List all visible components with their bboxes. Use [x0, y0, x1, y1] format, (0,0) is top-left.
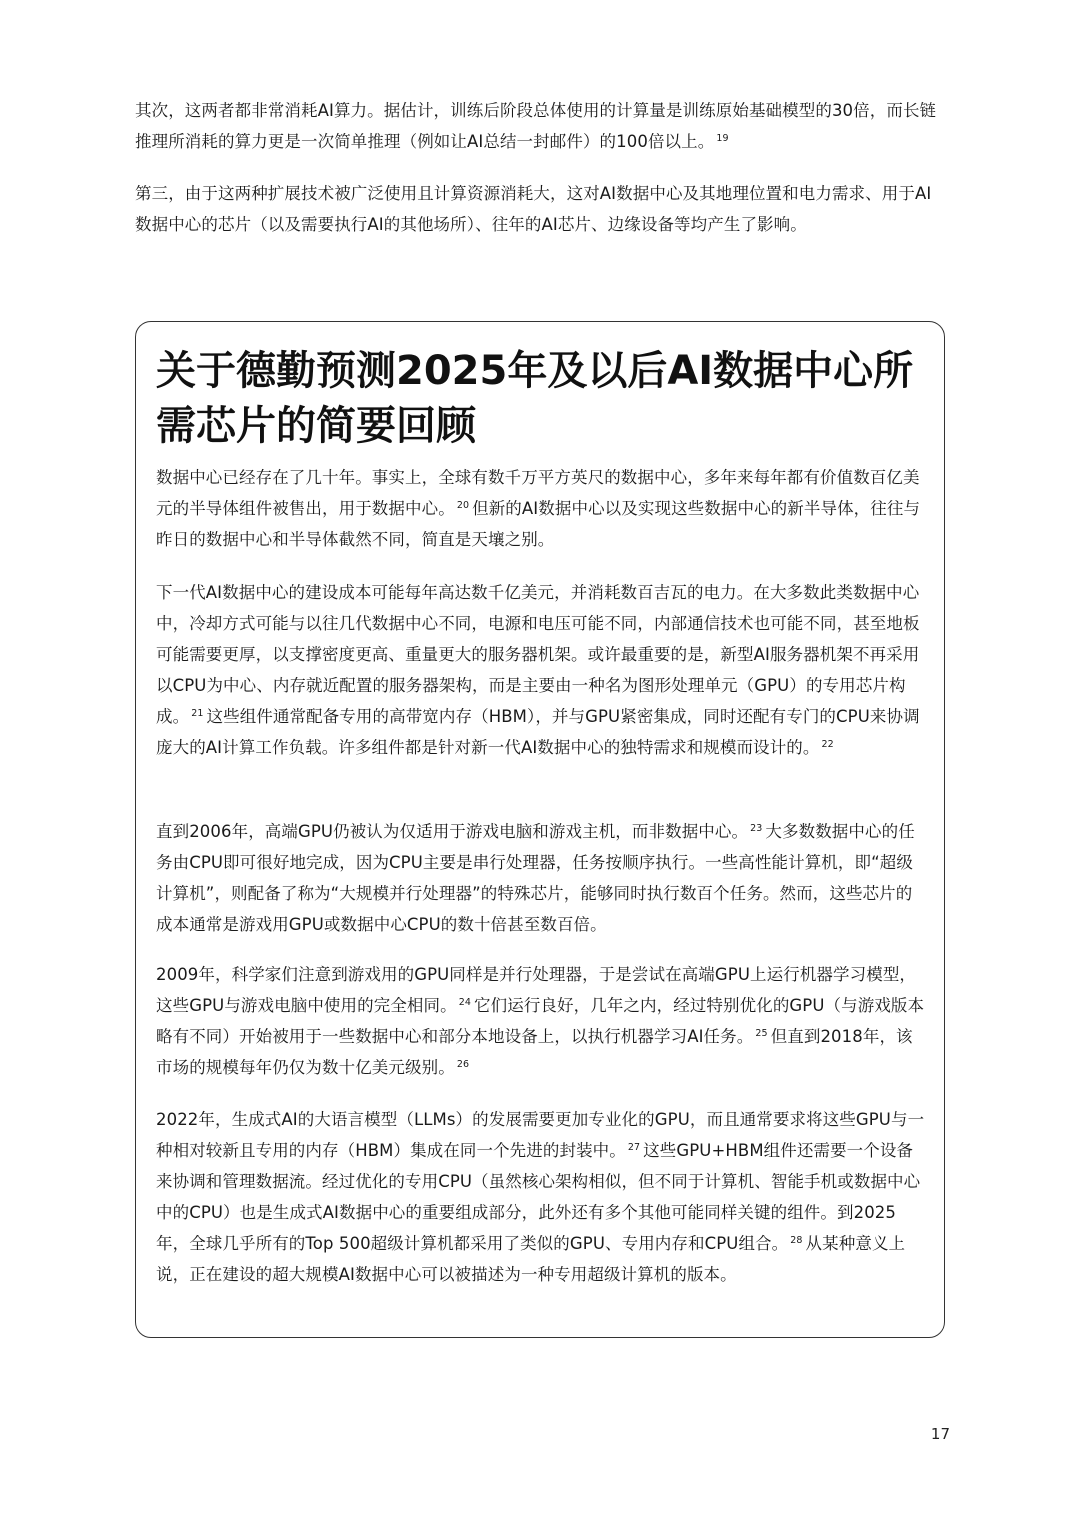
box-paragraph-2-part-a: 下一代AI数据中心的建设成本可能每年高达数千亿美元，并消耗数百吉瓦的电力。在大多数此类数据中心中，冷却方式可能与以往几代数据中心不同，电源和电压可能不同，内部通信技术也可能不同，甚至地板可能需要更厚，以支撑密度更高、重量更大的服务器机架。或许最重要的是，新型AI服务器机架不再采用以CPU为中心、内存就近配置的服务器架构，而是主要由一种名为图形处理单元（GPU）的专用芯片构成。: [156, 583, 920, 726]
footnote-ref-26[interactable]: 26: [456, 1058, 470, 1070]
box-paragraph-4-part-a: 2009年，科学家们注意到游戏用的GPU同样是并行处理器，于是尝试在高端GPU上运行机器学习模型，这些GPU与游戏电脑中使用的完全相同。: [156, 965, 917, 1015]
box-paragraph-4-part-b: 它们运行良好，几年之内，经过特别优化的GPU（与游戏版本略有不同）开始被用于一些数据中心和部分本地设备上，以执行机器学习AI任务。: [156, 996, 925, 1046]
box-title: [156, 344, 926, 454]
box-paragraph-5-part-c: 从某种意义上说，正在建设的超大规模AI数据中心可以被描述为一种专用超级计算机的版本。: [156, 1234, 906, 1284]
box-paragraph-2-part-b: 这些组件通常配备专用的高带宽内存（HBM），并与GPU紧密集成，同时还配有专门的CPU来协调庞大的AI计算工作负载。许多组件都是针对新一代AI数据中心的独特需求和规模而设计的。: [156, 707, 920, 757]
intro-paragraph-1-text: 其次，这两者都非常消耗AI算力。据估计，训练后阶段总体使用的计算量是训练原始基础模型的30倍，而长链推理所消耗的算力更是一次简单推理（例如让AI总结一封邮件）的100倍以上。: [135, 101, 937, 151]
box-paragraph-3-part-a: 直到2006年，高端GPU仍被认为仅适用于游戏电脑和游戏主机，而非数据中心。: [156, 822, 749, 841]
box-paragraph-1-part-b: 但新的AI数据中心以及实现这些数据中心的新半导体，往往与昨日的数据中心和半导体截然不同，简直是天壤之别。: [156, 499, 921, 549]
box-paragraph-5-part-b: 这些GPU+HBM组件还需要一个设备来协调和管理数据流。经过优化的专用CPU（虽然核心架构相似，但不同于计算机、智能手机或数据中心中的CPU）也是生成式AI数据中心的重要组成部分，此外还有多个其他可能同样关键的组件。到2025年，全球几乎所有的Top 500超级计算机都采用了类似的GPU、专用内存和CPU组合。: [156, 1141, 921, 1253]
box-title-line-1: 关于德勤预测2025年及以后AI数据中心所: [156, 348, 914, 394]
footnote-ref-27[interactable]: 27: [627, 1141, 641, 1153]
footnote-ref-19[interactable]: 19: [716, 132, 729, 144]
footnote-ref-23[interactable]: 23: [750, 822, 763, 834]
footnote-ref-28[interactable]: 28: [790, 1234, 803, 1246]
box-paragraph-3: [156, 816, 926, 940]
footnote-ref-21[interactable]: 21: [191, 707, 204, 719]
intro-paragraph-2-text: 第三，由于这两种扩展技术被广泛使用且计算资源消耗大，这对AI数据中心及其地理位置和电力需求、用于AI数据中心的芯片（以及需要执行AI的其他场所）、往年的AI芯片、边缘设备等均产生了影响。: [135, 184, 932, 234]
review-sidebar-box: [135, 321, 945, 1338]
box-paragraph-2: [156, 577, 926, 763]
box-paragraph-1-part-a: 数据中心已经存在了几十年。事实上，全球有数千万平方英尺的数据中心，多年来每年都有价值数百亿美元的半导体组件被售出，用于数据中心。: [156, 468, 920, 518]
box-paragraph-4-part-c: 但直到2018年，该市场的规模每年仍仅为数十亿美元级别。: [156, 1027, 913, 1077]
page-number: 17: [930, 1425, 950, 1443]
box-paragraph-3-part-b: 大多数数据中心的任务由CPU即可很好地完成，因为CPU主要是串行处理器，任务按顺序执行。一些高性能计算机，即“超级计算机”，则配备了称为“大规模并行处理器”的特殊芯片，能够同时执行数百个任务。然而，这些芯片的成本通常是游戏用GPU或数据中心CPU的数十倍甚至数百倍。: [156, 822, 915, 934]
box-title-line-2: 需芯片的简要回顾: [156, 403, 476, 449]
footnote-ref-25[interactable]: 25: [755, 1027, 768, 1039]
footnote-ref-20[interactable]: 20: [456, 499, 470, 511]
footnote-ref-24[interactable]: 24: [458, 996, 472, 1008]
intro-paragraph-2: [135, 178, 947, 240]
footnote-ref-22[interactable]: 22: [821, 738, 834, 750]
box-paragraph-5-part-a: 2022年，生成式AI的大语言模型（LLMs）的发展需要更加专业化的GPU，而且通常要求将这些GPU与一种相对较新且专用的内存（HBM）集成在同一个先进的封装中。: [156, 1110, 925, 1160]
intro-paragraph-1: [135, 95, 947, 157]
box-paragraph-4: [156, 959, 926, 1083]
box-paragraph-1: [156, 462, 926, 555]
box-paragraph-5: [156, 1104, 926, 1290]
